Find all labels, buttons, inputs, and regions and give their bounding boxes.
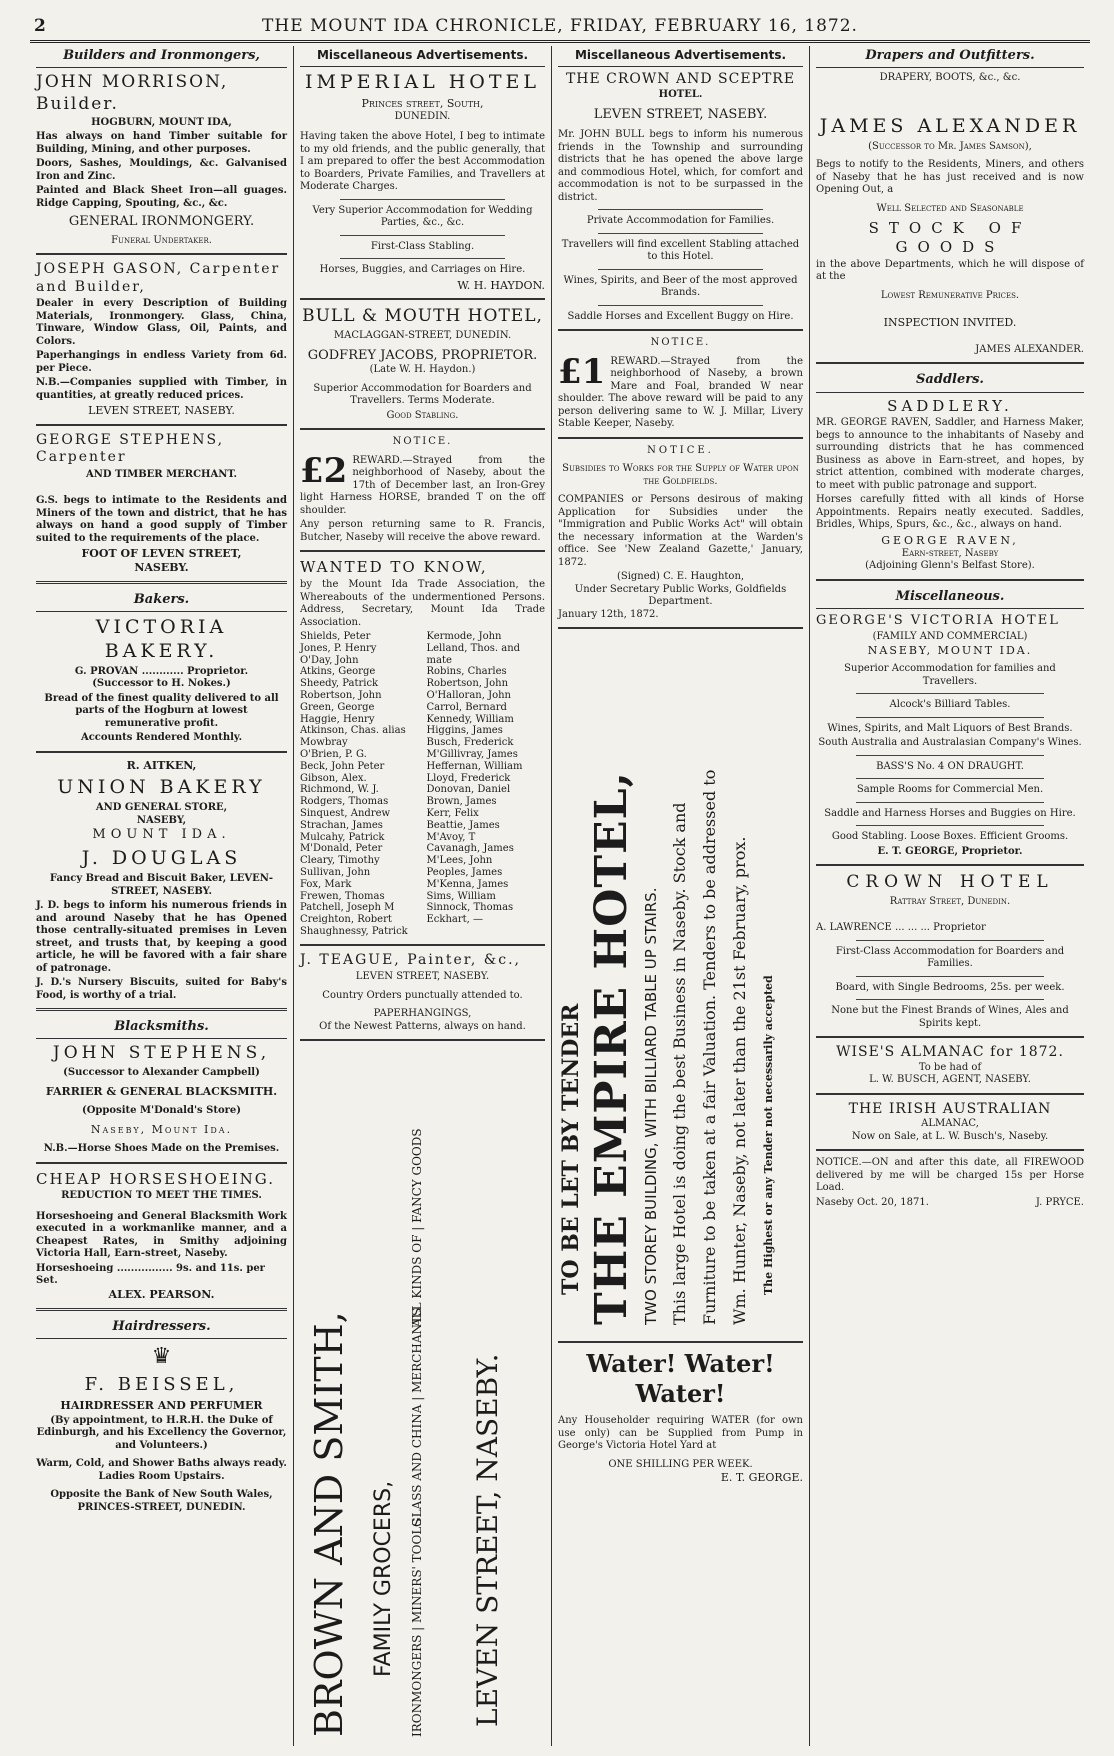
ad-crown-text: Travellers will find excellent Stabling attached to this Hotel. [561, 238, 800, 263]
ad-morrison-text: Painted and Black Sheet Iron—all guages. Ridge Capping, Spouting, &c., &c. [36, 185, 287, 209]
ad-gvh-text: Sample Rooms for Commercial Men. [856, 784, 1044, 796]
ad-irish-almanac: ALMANAC, [921, 1118, 979, 1129]
wanted-person-name: Patchell, Joseph M [300, 902, 395, 914]
wanted-person-name: Brown, James [426, 796, 497, 808]
ad-teague-heading: J. TEAGUE, Painter, &c., [300, 951, 521, 968]
section-drapers: Drapers and Outfitters. [816, 46, 1084, 68]
ad-james-selected: Well Selected and Seasonable [876, 202, 1024, 214]
ad-james-text: Begs to notify to the Residents, Miners, and others of Naseby that he has just received and is now Opening Out, a [816, 159, 1084, 195]
ad-crown-street: LEVEN STREET, NASEBY. [593, 107, 768, 122]
ad-brown-family: FAMILY GROCERS, [371, 1481, 396, 1678]
wanted-person-name: Carrol, Bernard [426, 701, 507, 713]
wanted-person-name: M'Avoy, T [426, 831, 476, 843]
wanted-person-name: Atkins, George [300, 666, 376, 678]
wanted-person-name: Kerr, Felix [426, 807, 479, 819]
section-misc-ads: Miscellaneous Advertisements. [300, 46, 545, 67]
ad-james-stock: STOCK OF GOODS [868, 219, 1032, 256]
wanted-person-name: Rodgers, Thomas [300, 796, 389, 808]
ad-imperial-heading: IMPERIAL HOTEL [304, 71, 541, 93]
ad-wise-had: To be had of [918, 1061, 982, 1073]
section-saddlers: Saddlers. [816, 370, 1084, 392]
wanted-person-name: Cleary, Timothy [300, 855, 380, 867]
wanted-person-name: Green, George [300, 701, 375, 713]
ad-companies-signed: (Signed) C. E. Haughton, [616, 571, 745, 583]
ad-james-heading: JAMES ALEXANDER [819, 114, 1081, 137]
wanted-person-name: Creighton, Robert [300, 914, 392, 926]
ad-victoria-proprietor: G. PROVAN ............ Proprietor. [74, 665, 249, 677]
ad-james-prices: Lowest Remunerative Prices. [880, 289, 1020, 301]
ad-crownhotel-street: Rattray Street, Dunedin. [889, 895, 1011, 907]
newspaper-title: THE MOUNT IDA CHRONICLE, FRIDAY, FEBRUARY 16, 1872. [262, 16, 858, 36]
wanted-person-name: M'Gillivray, James [426, 748, 518, 760]
ad-gason-address: LEVEN STREET, NASEBY. [88, 404, 235, 417]
ad-crown-text: Wines, Spirits, and Beer of the most approved Brands. [563, 274, 798, 299]
ad-victoria-text: Bread of the finest quality delivered to all parts of the Hogburn at lowest remunerative profit. [44, 692, 279, 729]
wanted-person-name: Haggie, Henry [300, 713, 375, 725]
ad-beissel-sub: HAIRDRESSER AND PERFUMER [60, 1398, 263, 1412]
ad-empire-let: TO BE LET BY TENDER [558, 1003, 584, 1296]
ad-gason-text: Paperhangings in endless Variety from 6d. per Piece. [36, 350, 287, 374]
ad-wanted-text: by the Mount Ida Trade Association, the Whereabouts of the undermentioned Persons. Address, Secretary, Mount Ida Trade Association. [300, 579, 545, 628]
ad-teague-street: LEVEN STREET, NASEBY. [355, 971, 490, 983]
column-2 [294, 46, 552, 1746]
wanted-person-name: Atkinson, Chas. alias Mowbray [300, 725, 406, 749]
wanted-person-name: Shields, Peter [300, 631, 371, 642]
ad-union-heading: UNION BAKERY [57, 776, 266, 799]
ad-beissel-appointment: (By appointment, to H.R.H. the Duke of Edinburgh, and his Excellency the Governor, and Volunteers.) [36, 1414, 287, 1451]
ad-empire-two-storey: TWO STOREY BUILDING, WITH BILLIARD TABLE UP STAIRS. [642, 887, 660, 1326]
column-4 [810, 46, 1090, 1746]
ad-crownhotel-text: None but the Finest Brands of Wines, Ales and Spirits kept. [831, 1005, 1069, 1029]
ad-douglas-sub: Fancy Bread and Biscuit Baker, LEVEN-STREET, NASEBY. [49, 873, 274, 897]
ad-raven-text: MR. GEORGE RAVEN, Saddler, and Harness Maker, begs to announce to the inhabitants of Naseby and surrounding districts that he has commenced Business as above in Earn-street, and hopes, by strict attention, combined with moderate charges, to meet with public patronage and support. [816, 417, 1084, 491]
ad-gvh-family: (FAMILY AND COMMERCIAL) [872, 631, 1028, 642]
wanted-person-name: Fox, Mark [300, 878, 352, 890]
ad-gvh-text: BASS'S No. 4 ON DRAUGHT. [876, 760, 1024, 772]
ad-aitken: R. AITKEN, [126, 758, 197, 772]
wanted-person-name: Jones, P. Henry [300, 642, 377, 654]
wanted-person-name: Kennedy, William [426, 713, 514, 725]
ad-cheap-price: Horseshoeing ................ 9s. and 11s. per Set. [36, 1262, 265, 1287]
ad-water-heading: Water! Water! Water! [586, 1349, 775, 1409]
ad-imperial-text: First-Class Stabling. [370, 240, 475, 252]
wanted-person-name: O'Brien, P. G. [300, 748, 367, 760]
wanted-person-name: M'Donald, Peter [300, 843, 383, 855]
ad-victoria-accounts: Accounts Rendered Monthly. [80, 732, 243, 743]
ad-companies-text: COMPANIES or Persons desirous of making Application for Subsidies under the "Immigration and Public Works Act" will obtain the necessary information at the Warden's office. See 'New Zealand Gazette,' January, 1872. [558, 494, 803, 568]
ad-gvh-heading: GEORGE'S VICTORIA HOTEL [816, 612, 1060, 628]
masthead [30, 14, 1090, 43]
column-1 [30, 46, 294, 1746]
ad-bull-stabling: Good Stabling. [386, 409, 459, 421]
ad-union-sub: AND GENERAL STORE, [95, 802, 228, 813]
ad-morrison-text: Has always on hand Timber suitable for Building, Mining, and other purposes. [36, 131, 287, 155]
ad-douglas-text: J. D.'s Nursery Biscuits, suited for Baby's Food, is worthy of a trial. [36, 977, 287, 1001]
wanted-person-name: Higgins, James [426, 725, 503, 737]
ad-empire-main: THE EMPIRE HOTEL, [586, 771, 637, 1326]
ad-morrison-undertaker: Funeral Undertaker. [111, 234, 212, 246]
ad-water-text: Any Householder requiring WATER (for own use only) can be Supplied from Pump in George's Victoria Hotel Yard at [558, 1415, 803, 1452]
ad-brown-fancy: ALL KINDS OF | FANCY GOODS [410, 1128, 424, 1328]
ad-imperial-text: Having taken the above Hotel, I beg to intimate to my old friends, and the public generally, that I am prepared to offer the best Accommodation to Boarders, Private Families, and Travellers at Moderate Charges. [300, 131, 545, 192]
wanted-person-name: M'Kenna, James [426, 878, 509, 890]
wanted-person-name: O'Halloran, John [426, 689, 511, 701]
ad-beissel-heading: F. BEISSEL, [84, 1374, 239, 1396]
ad-teague-text: Country Orders punctually attended to. [322, 989, 523, 1001]
ad-gvh-text: Alcock's Billiard Tables. [889, 699, 1011, 711]
ad-imperial-text: Horses, Buggies, and Carriages on Hire. [319, 264, 526, 275]
ad-imperial-city: DUNEDIN. [394, 110, 451, 122]
ad-beissel-ladies: Ladies Room Upstairs. [98, 1470, 225, 1482]
section-miscellaneous: Miscellaneous. [816, 587, 1084, 609]
wanted-person-name: Robins, Charles [426, 666, 507, 678]
ad-james-name: JAMES ALEXANDER. [975, 343, 1084, 355]
ad-empire-line: Wm. Hunter, Naseby, not later than the 21st February, prox. [730, 836, 749, 1326]
wanted-person-name: Shaughnessy, Patrick [300, 925, 408, 937]
ad-bull-late: (Late W. H. Haydon.) [369, 364, 476, 376]
ad-union-naseby: NASEBY, [136, 814, 187, 826]
ad-water-name: E. T. GEORGE. [720, 1471, 803, 1485]
ad-wanted-heading: WANTED TO KNOW, [300, 558, 488, 577]
section-blacksmiths: Blacksmiths. [36, 1017, 287, 1039]
ad-imperial-name: W. H. HAYDON. [457, 278, 545, 292]
section-builders: Builders and Ironmongers, [36, 46, 287, 68]
ad-cheap-text: Horseshoeing and General Blacksmith Work executed in a workmanlike manner, and a Cheapest Rates, in Smithy adjoining Victoria Hall, Earn-street, Naseby. [36, 1210, 287, 1260]
column-3 [552, 46, 810, 1746]
ad-beissel-address: Opposite the Bank of New South Wales, [50, 1489, 273, 1500]
wanted-person-name: Heffernan, William [426, 760, 523, 772]
ad-firewood-text: NOTICE.—ON and after this date, all FIREWOOD delivered by me will be charged 15s per Horse Load. [816, 1157, 1084, 1193]
wanted-person-name: Richmond, W. J. [300, 784, 379, 796]
ad-bull-street: MACLAGGAN-STREET, DUNEDIN. [333, 329, 512, 341]
ad-james-successor: (Successor to Mr. James Samson), [868, 140, 1032, 152]
wanted-person-name: Strachan, James [300, 819, 383, 831]
ad-firewood-date: Naseby Oct. 20, 1871. [816, 1196, 929, 1208]
ad-empire-line: The Highest or any Tender not necessarily accepted [762, 975, 775, 1296]
ad-crownhotel-heading: CROWN HOTEL [846, 872, 1054, 893]
section-bakers: Bakers. [36, 590, 287, 612]
ad-gvh-text: Wines, Spirits, and Malt Liquors of Best Brands. [827, 722, 1073, 734]
wanted-person-name: Lelland, Thos. and mate [426, 642, 521, 666]
wanted-person-name: Eckhart, — [426, 914, 484, 926]
ad-subsidies: Subsidies to Works for the Supply of Water upon the Goldfields. [562, 463, 799, 487]
wanted-person-name: Peoples, James [426, 866, 503, 878]
wanted-person-name: Sinquest, Andrew [300, 807, 391, 819]
ad-jstephens-trade: FARRIER & GENERAL BLACKSMITH. [45, 1085, 278, 1098]
ad-stephens-sub: AND TIMBER MERCHANT. [85, 468, 238, 480]
ad-irish-sale: Now on Sale, at L. W. Busch's, Naseby. [851, 1130, 1049, 1142]
ad-saddlery-heading: SADDLERY. [887, 396, 1013, 415]
ad-water-price: ONE SHILLING PER WEEK. [608, 1458, 753, 1470]
ad-crownhotel-text: Board, with Single Bedrooms, 25s. per week. [835, 981, 1065, 993]
ad-brown-street: LEVEN STREET, NASEBY. [471, 1353, 504, 1728]
wanted-person-name: Robertson, John [426, 678, 509, 690]
ad-douglas-text: J. D. begs to inform his numerous friends in and around Naseby that he has Opened those centrally-situated premises in Leven street, and trusts that, by keeping a good article, he will be favored with a fair share of patronage. [36, 900, 287, 974]
wanted-person-name: Lloyd, Frederick [426, 772, 511, 784]
names-right-column [427, 631, 546, 938]
ad-stephens-heading: GEORGE STEPHENS, Carpenter [36, 431, 225, 466]
ad-crown-text: Private Accommodation for Families. [586, 215, 775, 227]
ad-wise-agent: L. W. BUSCH, AGENT, NASEBY. [869, 1074, 1031, 1085]
ad-bull-proprietor: GODFREY JACOBS, PROPRIETOR. [307, 348, 538, 363]
ad-crown-text: Mr. JOHN BULL begs to inform his numerous friends in the Township and surrounding districts that he has opened the above large and commodious Hotel, which, for comfort and accommodation is not to be surpassed in the district. [558, 129, 803, 203]
wanted-person-name: Sims, William [426, 890, 496, 902]
ad-gvh-text: Superior Accommodation for families and Travellers. [844, 663, 1056, 687]
ad-morrison-sub: HOGBURN, MOUNT IDA, [91, 116, 232, 128]
ad-morrison-ironmongery: GENERAL IRONMONGERY. [68, 214, 255, 230]
ad-brown-ironmongers: IRONMONGERS | MINERS' TOOLS [410, 1518, 424, 1738]
ad-gvh-location: NASEBY, MOUNT IDA. [867, 643, 1033, 657]
ad-companies-dept: Under Secretary Public Works, Goldfields Department. [574, 583, 787, 608]
ad-empire-hotel [558, 635, 803, 1335]
ad-james-text: in the above Departments, which he will dispose of at the [816, 258, 1084, 282]
reward-amount: £2 [300, 450, 348, 491]
ad-raven-street: Earn-street, Naseby [901, 547, 999, 559]
ad-raven-text: Horses carefully fitted with all kinds of Horse Appointments. Repairs neatly executed. Saddles, Bridles, Whips, Spurs, &c., &c., always on hand. [816, 494, 1084, 531]
ad-beissel-baths: Warm, Cold, and Shower Baths always ready. [36, 1458, 287, 1469]
wanted-names-list [300, 631, 545, 938]
ad-victoria-heading: VICTORIA BAKERY. [95, 616, 228, 662]
ad-douglas-heading: J. DOUGLAS [81, 847, 242, 870]
ad-crown-text: Saddle Horses and Excellent Buggy on Hire. [567, 310, 794, 322]
wanted-person-name: O'Day, John [300, 654, 359, 666]
wanted-person-name: Kermode, John [426, 631, 502, 642]
wanted-person-name: Beck, John Peter [300, 760, 385, 772]
ad-stephens-text: G.S. begs to intimate to the Residents and Miners of the town and district, that he has always on hand a good supply of Timber suited to the requirements of the place. [36, 495, 287, 544]
ad-notice-heading: NOTICE. [392, 436, 453, 448]
section-misc-ads: Miscellaneous Advertisements. [558, 46, 803, 67]
ad-stephens-address: FOOT OF LEVEN STREET, [81, 547, 242, 561]
ad-cheap-sub: REDUCTION TO MEET THE TIMES. [61, 1190, 262, 1202]
ad-reward-text: REWARD.—Strayed from the neighborhood of Naseby, about the 17th of December last, an Iron-Grey light Harness HORSE, branded T on the off shoulder. [300, 454, 545, 516]
ad-jstephens-nb: N.B.—Horse Shoes Made on the Premises. [43, 1143, 280, 1154]
ad-gason-text: N.B.—Companies supplied with Timber, in quantities, at greatly reduced prices. [36, 377, 287, 401]
wanted-person-name: Gibson, Alex. [300, 772, 367, 784]
wanted-person-name: Frewen, Thomas [300, 890, 385, 902]
ad-brown-smith [300, 1047, 545, 1746]
ad-empire-line: This large Hotel is doing the best Business in Naseby. Stock and [670, 802, 689, 1326]
ad-brown-glass: GLASS AND CHINA | MERCHANTS [410, 1308, 424, 1528]
page-number: 2 [34, 16, 46, 36]
ad-morrison-heading: JOHN MORRISON, Builder. [36, 72, 229, 114]
ad-jstephens-address: Naseby, Mount Ida. [90, 1123, 233, 1137]
ad-cheap-heading: CHEAP HORSESHOEING. [36, 1169, 275, 1188]
ad-notice2-heading: NOTICE. [647, 444, 714, 456]
ad-reward-text: Any person returning same to R. Francis, Butcher, Naseby will receive the above reward. [300, 519, 545, 543]
ad-beissel-address: PRINCES-STREET, DUNEDIN. [77, 1501, 246, 1513]
ad-jstephens-successor: (Successor to Alexander Campbell) [63, 1066, 260, 1078]
ad-gason-text: Dealer in every Description of Building Materials, Ironmongery. Glass, China, Tinware, Window Glass, Oil, Paints, and Colors. [36, 298, 287, 347]
ad-cheap-name: ALEX. PEARSON. [108, 1287, 215, 1301]
ad-crown-heading: THE CROWN AND SCEPTRE [565, 71, 796, 87]
ad-raven-name: GEORGE RAVEN, [881, 533, 1019, 547]
wanted-person-name: Cavanagh, James [426, 843, 514, 855]
ad-brown-main: BROWN AND SMITH, [307, 1311, 351, 1738]
reward-amount: £1 [558, 351, 606, 392]
ad-empire-line: Furniture to be taken at a fair Valuation. Tenders to be addressed to [700, 769, 719, 1326]
ad-companies-date: January 12th, 1872. [558, 608, 659, 620]
wanted-person-name: Donovan, Daniel [426, 784, 511, 796]
ad-wise-heading: WISE'S ALMANAC for 1872. [836, 1044, 1064, 1060]
ad-reward-text: REWARD.—Strayed from the neighborhood of Naseby, a brown Mare and Foal, branded W near shoulder. The above reward will be paid to any person delivering same to W. J. Millar, Livery Stable Keeper, Naseby. [558, 355, 803, 430]
ad-victoria-successor: (Successor to H. Nokes.) [92, 678, 231, 689]
ad-stephens-address: NASEBY. [134, 561, 189, 574]
ad-gvh-text: Good Stabling. Loose Boxes. Efficient Grooms. [831, 831, 1069, 843]
section-hairdressers: Hairdressers. [36, 1317, 287, 1339]
ad-gason-heading: JOSEPH GASON, Carpenter and Builder, [36, 261, 281, 295]
wanted-person-name: Busch, Frederick [426, 737, 514, 749]
royal-crest-icon: ♛ [151, 1343, 172, 1369]
ad-union-mount: MOUNT IDA. [92, 827, 231, 842]
ad-james-inspection: INSPECTION INVITED. [883, 316, 1017, 329]
wanted-person-name: Sheedy, Patrick [300, 678, 379, 690]
ad-bull-heading: BULL & MOUTH HOTEL, [302, 306, 543, 327]
ad-raven-adjoining: (Adjoining Glenn's Belfast Store). [865, 560, 1035, 571]
ad-imperial-text: Very Superior Accommodation for Wedding Parties, &c., &c. [312, 204, 533, 228]
ad-crown-hotel: HOTEL. [658, 88, 703, 100]
ad-notice1-heading: NOTICE. [650, 337, 711, 349]
wanted-person-name: M'Lees, John [426, 855, 493, 867]
wanted-person-name: Sinnock, Thomas [426, 902, 514, 914]
ad-gvh-text: Saddle and Harness Horses and Buggies on Hire. [824, 807, 1076, 819]
ad-bull-text: Superior Accommodation for Boarders and Travellers. Terms Moderate. [313, 382, 532, 407]
names-left-column [300, 631, 419, 938]
ad-crownhotel-proprietor: A. LAWRENCE ... ... ... Proprietor [816, 922, 986, 933]
ad-jstephens-heading: JOHN STEPHENS, [52, 1043, 271, 1064]
wanted-person-name: Mulcahy, Patrick [300, 831, 385, 843]
ad-firewood-name: J. PRYCE. [1035, 1196, 1084, 1208]
ad-jstephens-opposite: (Opposite M'Donald's Store) [81, 1104, 242, 1116]
ad-teague-paperhangings: PAPERHANGINGS, [373, 1008, 472, 1020]
wanted-person-name: Sullivan, John [300, 866, 371, 878]
wanted-person-name: Robertson, John [300, 689, 382, 701]
ad-gvh-text: South Australia and Australasian Company's Wines. [818, 737, 1082, 749]
ad-imperial-street: Princes street, South, [361, 96, 484, 110]
ad-crownhotel-text: First-Class Accommodation for Boarders and Families. [835, 945, 1065, 969]
ad-irish-heading: THE IRISH AUSTRALIAN [848, 1100, 1052, 1117]
ad-drapery: DRAPERY, BOOTS, &c., &c. [879, 72, 1021, 84]
ad-morrison-text: Doors, Sashes, Mouldings, &c. Galvanised Iron and Zinc. [36, 158, 287, 182]
ad-teague-patterns: Of the Newest Patterns, always on hand. [319, 1020, 526, 1032]
wanted-person-name: Beattie, James [426, 819, 500, 831]
ad-gvh-proprietor: E. T. GEORGE, Proprietor. [877, 845, 1023, 857]
